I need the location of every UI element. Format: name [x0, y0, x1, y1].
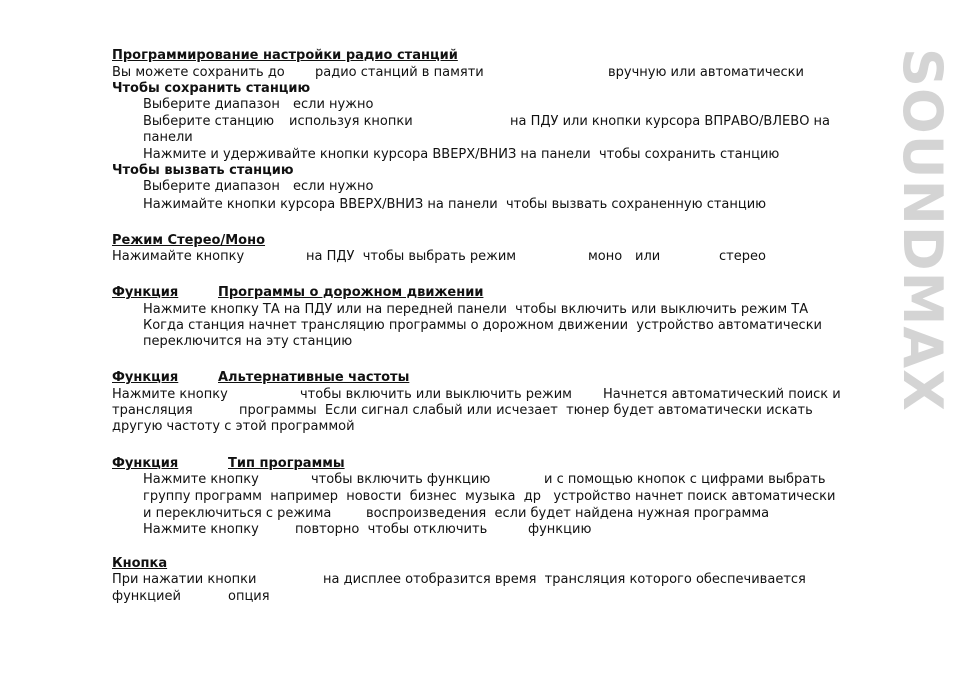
text-line: Начнется автоматический поиск и	[603, 387, 841, 402]
list-item: на ПДУ или кнопки курсора ВПРАВО/ВЛЕВО на	[510, 114, 831, 129]
section-title-radio-programming: Программирование настройки радио станций	[112, 48, 458, 63]
text-line: При нажатии кнопки	[112, 572, 257, 587]
text-line: Нажмите кнопку	[143, 522, 259, 537]
text-line: чтобы включить функцию	[311, 472, 491, 487]
text-line: Вы можете сохранить до	[112, 65, 285, 80]
section-title-alt-frequencies: Альтернативные частоты	[218, 370, 410, 385]
list-item: если нужно	[293, 97, 374, 112]
text-line: функцию	[528, 522, 592, 537]
text-line: программы Если сигнал слабый или исчезает тюнер будет автоматически искать	[239, 403, 813, 418]
list-item: используя кнопки	[289, 114, 413, 129]
text-line: чтобы включить или выключить режим	[300, 387, 572, 402]
subheading-save-station: Чтобы сохранить станцию	[112, 81, 311, 96]
text-line: Нажмите кнопку	[143, 472, 259, 487]
text-line: Нажимайте кнопку	[112, 249, 245, 264]
text-line: трансляция	[112, 403, 193, 418]
list-item: панели	[143, 130, 193, 145]
text-line: Нажмите кнопку ТА на ПДУ или на передней панели чтобы включить или выключить режим ТА	[143, 302, 809, 317]
section-title-program-type: Тип программы	[228, 456, 345, 471]
list-item: Выберите диапазон	[143, 179, 280, 194]
text-line: другую частоту с этой программой	[112, 419, 355, 434]
text-line: моно	[588, 249, 623, 264]
section-title-traffic-programs: Программы о дорожном движении	[218, 285, 484, 300]
text-line: воспроизведения если будет найдена нужная программа	[366, 506, 770, 521]
text-line: и с помощью кнопок с цифрами выбрать	[544, 472, 826, 487]
text-line: или	[635, 249, 661, 264]
list-item: Нажимайте кнопки курсора ВВЕРХ/ВНИЗ на панели чтобы вызвать сохраненную станцию	[143, 197, 767, 212]
section-title-function: Функция	[112, 370, 179, 385]
text-line: функцией	[112, 589, 181, 604]
text-line: стерео	[719, 249, 766, 264]
section-title-button: Кнопка	[112, 556, 168, 571]
brand-logo: SOUNDMAX	[891, 48, 954, 412]
text-line: повторно чтобы отключить	[295, 522, 488, 537]
list-item: Выберите станцию	[143, 114, 275, 129]
list-item: если нужно	[293, 179, 374, 194]
text-line: радио станций в памяти	[315, 65, 484, 80]
text-line: и переключиться с режима	[143, 506, 332, 521]
text-line: Нажмите кнопку	[112, 387, 228, 402]
text-line: переключится на эту станцию	[143, 334, 353, 349]
text-line: Когда станция начнет трансляцию программы о дорожном движении устройство автоматически	[143, 318, 823, 333]
list-item: Выберите диапазон	[143, 97, 280, 112]
text-line: опция	[228, 589, 270, 604]
text-line: группу программ например новости бизнес музыка др устройство начнет поиск автоматически	[143, 489, 836, 504]
section-title-stereo-mono: Режим Стерео/Моно	[112, 233, 266, 248]
subheading-recall-station: Чтобы вызвать станцию	[112, 163, 294, 178]
section-title-function: Функция	[112, 456, 179, 471]
text-line: вручную или автоматически	[608, 65, 804, 80]
text-line: на ПДУ чтобы выбрать режим	[306, 249, 517, 264]
list-item: Нажмите и удерживайте кнопки курсора ВВЕРХ/ВНИЗ на панели чтобы сохранить станцию	[143, 147, 780, 162]
text-line: на дисплее отобразится время трансляция которого обеспечивается	[323, 572, 806, 587]
section-title-function: Функция	[112, 285, 179, 300]
